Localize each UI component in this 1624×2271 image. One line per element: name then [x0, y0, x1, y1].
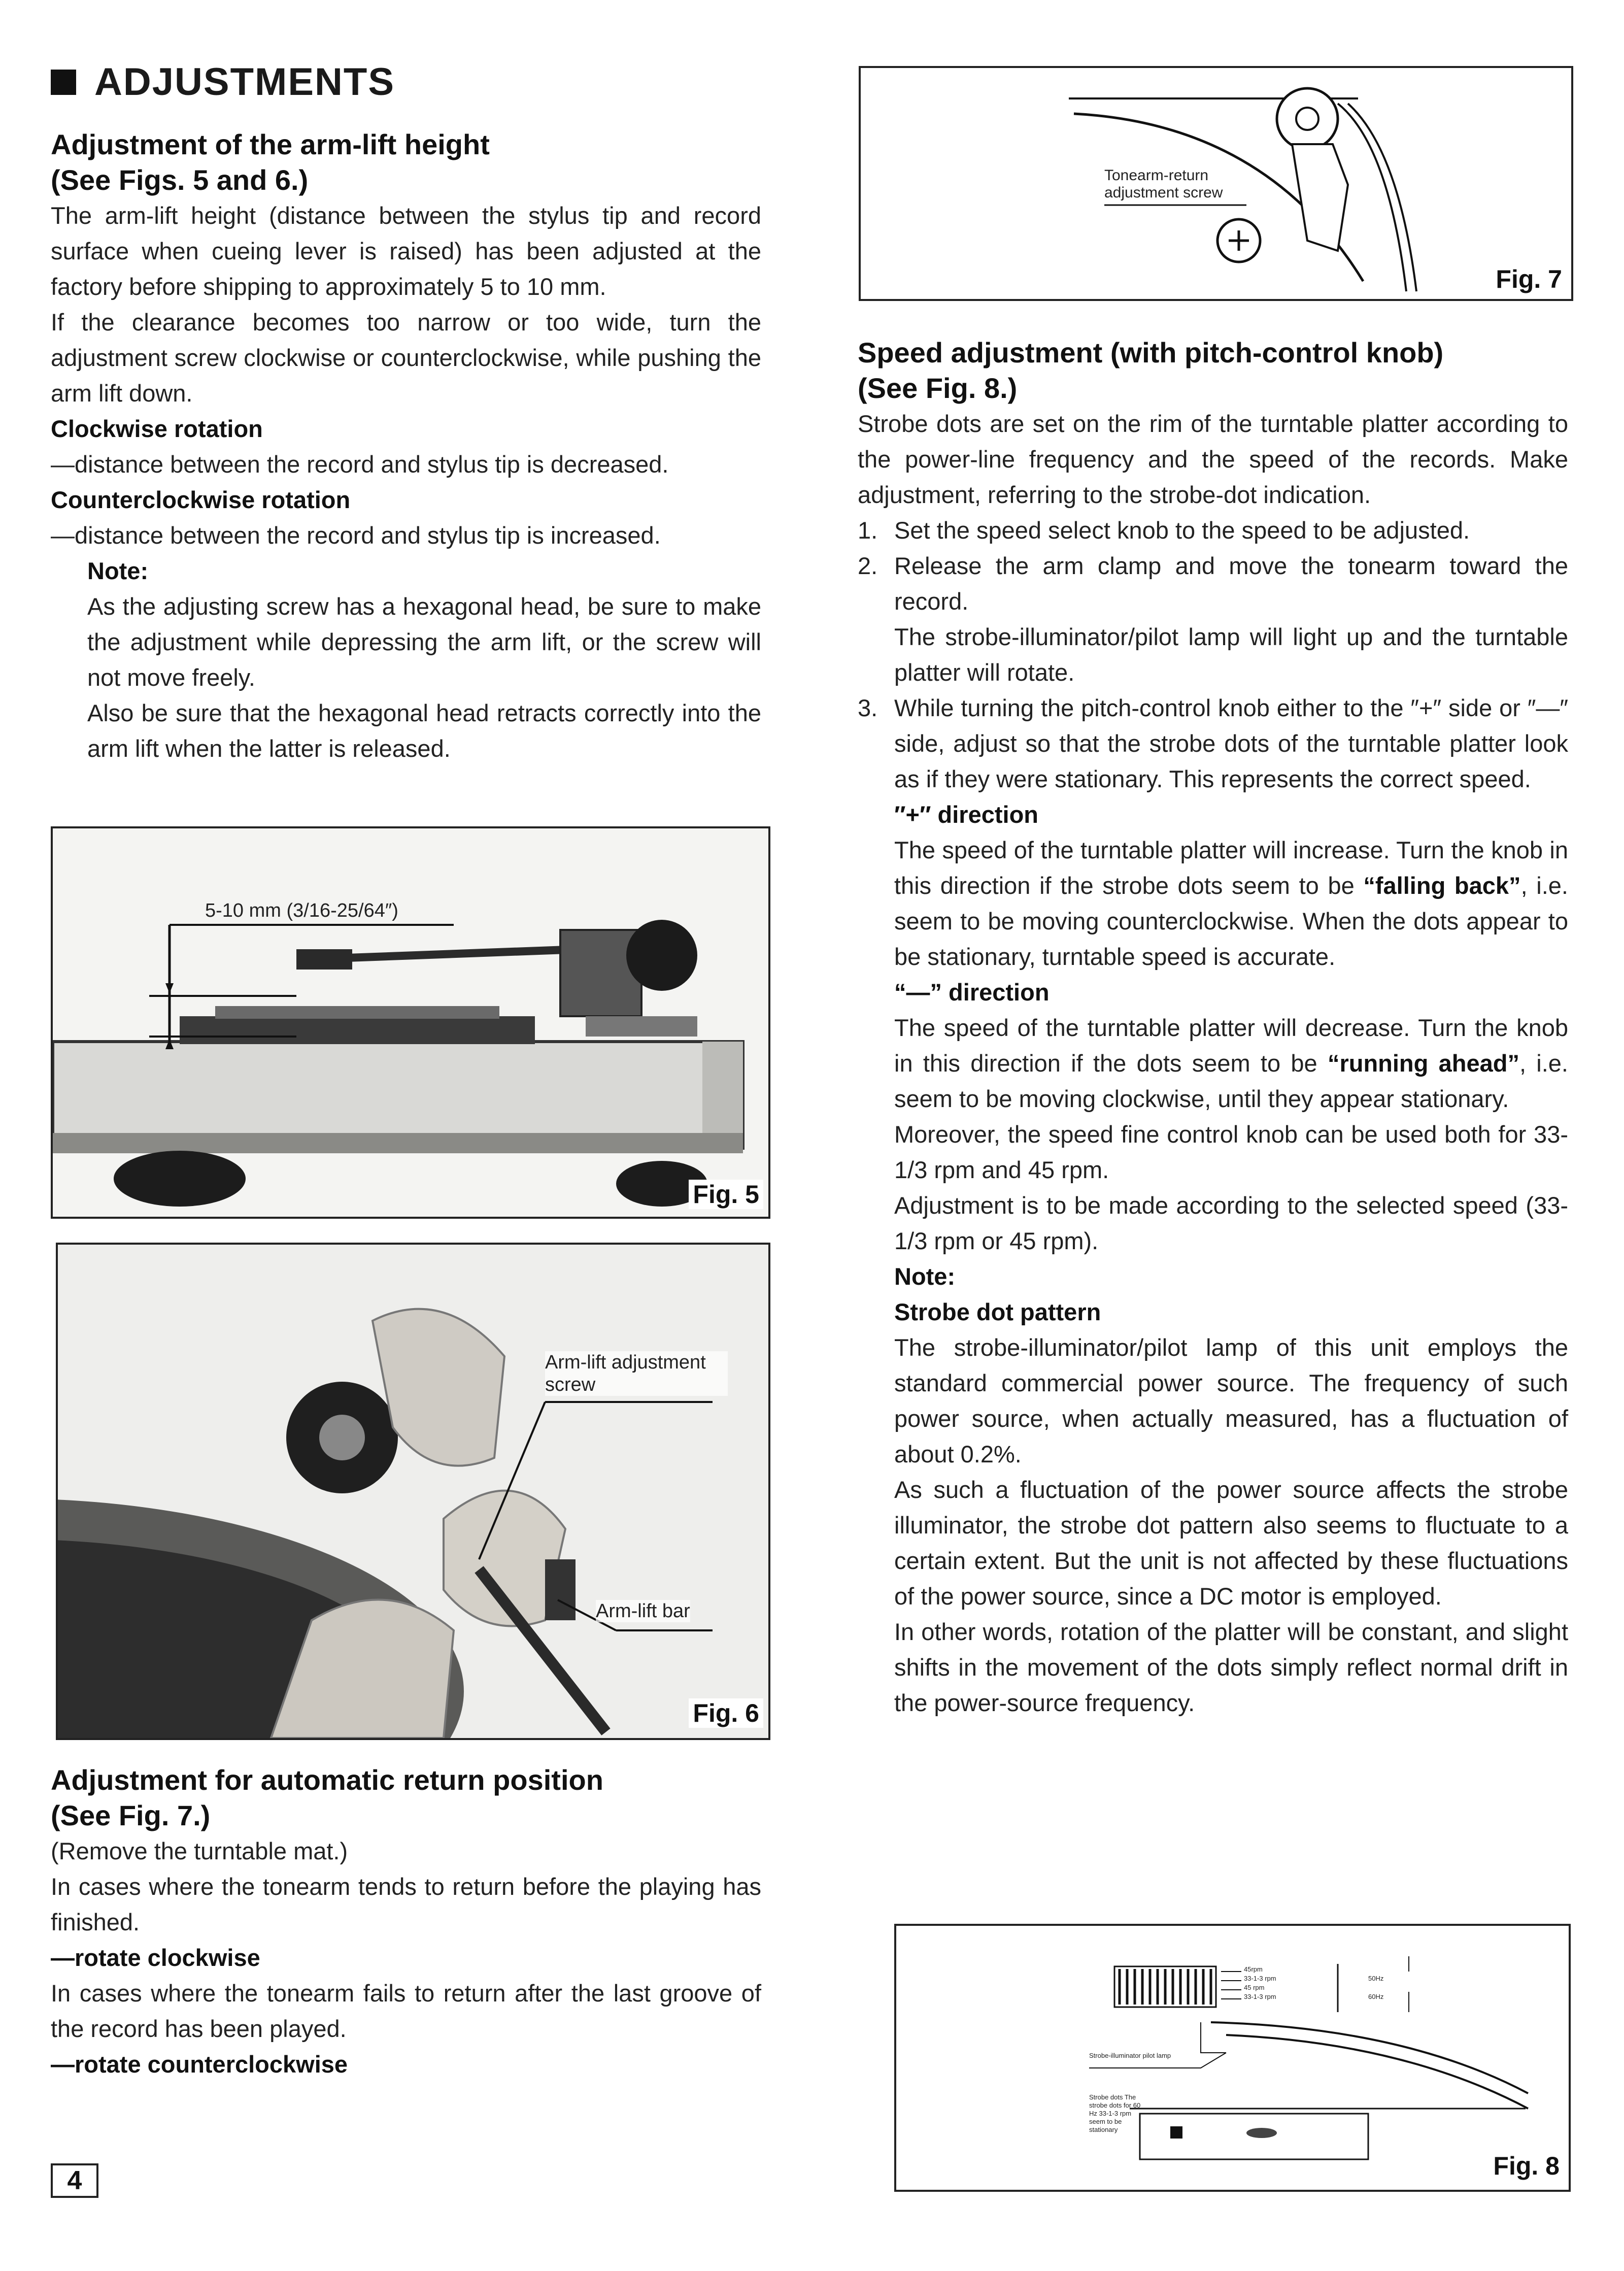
plus-direction-paragraph [858, 832, 1568, 975]
fig8-row-2: 33-1-3 rpm [1244, 1975, 1276, 1982]
clockwise-label: Clockwise rotation [51, 415, 263, 442]
title-bullet-square [51, 70, 76, 95]
adjustment-paragraph: Adjustment is to be made according to the selected speed (33-1/3 rpm or 45 rpm). [894, 1192, 1568, 1254]
fig8-lamp-label: Strobe-illuminator pilot lamp [1089, 2052, 1171, 2059]
minus-running-ahead: “running ahead” [1327, 1050, 1519, 1077]
fig6-label: Fig. 6 [689, 1698, 763, 1728]
armlift-heading: Adjustment of the arm-lift height [51, 128, 490, 160]
speed-paragraph-1: Strobe dots are set on the rim of the turntable platter according to the power-line frequency and the speed of the records. Make adjustment, referring to the strobe-dot indication. [858, 410, 1568, 508]
counterclockwise-label: Counterclockwise rotation [51, 486, 351, 513]
step-2-extra: The strobe-illuminator/pilot lamp will light up and the turntable platter will rotate. [894, 623, 1568, 686]
step-3-text: While turning the pitch-control knob either to the ″+″ side or ″—″ side, adjust so that the strobe dots of the turntable platter look as if they were stationary. This represents the correct speed. [894, 694, 1568, 792]
step-1 [858, 513, 1568, 548]
strobe-paragraph-1: The strobe-illuminator/pilot lamp of this unit employs the standard commercial power source. The frequency of such power source, when actually measured, has a fluctuation of about 0.2%. [894, 1334, 1568, 1467]
step-1-text: Set the speed select knob to the speed to be adjusted. [894, 517, 1470, 544]
fig8-row-3: 45 rpm [1244, 1984, 1265, 1991]
strobe-paragraph-2: As such a fluctuation of the power source affects the strobe illuminator, the strobe dot pattern also seems to fluctuate to a certain extent. But the unit is not affected by these fluctuations of the power source, since a DC motor is employed. [894, 1476, 1568, 1610]
armlift-heading-ref: (See Figs. 5 and 6.) [51, 164, 309, 196]
return-position-section [51, 1762, 761, 2082]
figure-5 [51, 826, 770, 1219]
strobe-paragraph-3: In other words, rotation of the platter will be constant, and slight shifts in the movement of the dots simply reflect normal drift in the power-source frequency. [894, 1618, 1568, 1716]
fig8-row-4: 33-1-3 rpm [1244, 1993, 1276, 2000]
speed-note-label: Note: [894, 1263, 956, 1290]
step-2-number: 2. [858, 552, 878, 579]
minus-direction-heading: “—” direction [894, 979, 1050, 1006]
speed-heading-ref: (See Fig. 8.) [858, 372, 1018, 404]
armlift-section [51, 127, 761, 766]
page-number: 4 [51, 2163, 98, 2198]
counterclockwise-text: —distance between the record and stylus tip is increased. [51, 522, 661, 549]
step-2-text: Release the arm clamp and move the tonearm toward the record. [894, 552, 1568, 615]
figure-8 [894, 1924, 1571, 2192]
plus-direction-heading: ″+″ direction [894, 801, 1038, 828]
fig6-callout-adjustment-screw: Arm-lift adjustment screw [545, 1351, 728, 1396]
speed-section [858, 335, 1568, 1721]
return-paragraph-2: In cases where the tonearm tends to return before the playing has finished. [51, 1873, 761, 1935]
minus-text-1: The speed of the turntable platter will decrease. Turn the knob in this direction if the dots seem to be [894, 1014, 1568, 1077]
page-title-text: ADJUSTMENTS [94, 60, 395, 104]
fig5-label: Fig. 5 [689, 1180, 763, 1209]
arm-lift-adjustment-photo [58, 1245, 768, 1738]
armlift-paragraph-1: The arm-lift height (distance between the stylus tip and record surface when cueing lever is raised) has been adjusted at the factory before shipping to approximately 5 to 10 mm. [51, 202, 761, 300]
return-counterclockwise: —rotate counterclockwise [51, 2051, 348, 2078]
speed-heading: Speed adjustment (with pitch-control knob) [858, 337, 1444, 369]
strobe-dot-diagram [896, 1926, 1569, 2190]
strobe-pattern-label: Strobe dot pattern [894, 1298, 1101, 1325]
step-3-number: 3. [858, 694, 878, 721]
fig8-60hz: 60Hz [1368, 1993, 1384, 2000]
return-heading: Adjustment for automatic return position [51, 1764, 603, 1796]
return-heading-ref: (See Fig. 7.) [51, 1799, 211, 1831]
plus-text-1: The speed of the turntable platter will increase. Turn the knob in this direction if the strobe dots seem to be [894, 837, 1568, 899]
step-2 [858, 548, 1568, 619]
note-paragraph-2: Also be sure that the hexagonal head retracts correctly into the arm lift when the latter is released. [87, 699, 761, 762]
plus-falling-back: “falling back” [1363, 872, 1521, 899]
turntable-side-photo [53, 828, 768, 1217]
page-title [51, 60, 395, 104]
fig8-dots-label: Strobe dots The strobe dots for 60 Hz 33-1-3 rpm seem to be stationary [1089, 2093, 1141, 2133]
step-3 [858, 690, 1568, 797]
return-clockwise: —rotate clockwise [51, 1944, 260, 1971]
fig8-label: Fig. 8 [1489, 2151, 1564, 2181]
fig5-dimension-label: 5-10 mm (3/16-25/64″) [205, 900, 398, 921]
fig8-row-1: 45rpm [1244, 1965, 1263, 1973]
note-label: Note: [87, 557, 149, 584]
fig7-label: Fig. 7 [1492, 264, 1566, 294]
fig7-callout: Tonearm-return adjustment screw [1104, 167, 1223, 201]
return-paragraph-1: (Remove the turntable mat.) [51, 1838, 348, 1864]
plus-text-2: , i.e. seem to be moving counterclockwise. When the dots appear to be stationary, turntable speed is accurate. [894, 872, 1568, 970]
minus-direction-paragraph [858, 1010, 1568, 1117]
fig8-50hz: 50Hz [1368, 1975, 1384, 1982]
return-paragraph-3: In cases where the tonearm fails to return after the last groove of the record has been played. [51, 1980, 761, 2042]
note-paragraph-1: As the adjusting screw has a hexagonal head, be sure to make the adjustment while depressing the arm lift, or the screw will not move freely. [87, 593, 761, 691]
figure-7 [859, 66, 1573, 301]
step-1-number: 1. [858, 517, 878, 544]
figure-6 [56, 1243, 770, 1740]
armlift-paragraph-2: If the clearance becomes too narrow or too wide, turn the adjustment screw clockwise or counterclockwise, while pushing the arm lift down. [51, 309, 761, 407]
minus-text-2: , i.e. seem to be moving clockwise, until they appear stationary. [894, 1050, 1568, 1112]
moreover-paragraph: Moreover, the speed fine control knob can be used both for 33-1/3 rpm and 45 rpm. [894, 1121, 1568, 1183]
clockwise-text: —distance between the record and stylus tip is decreased. [51, 451, 669, 478]
fig6-callout-arm-lift-bar: Arm-lift bar [596, 1600, 690, 1622]
